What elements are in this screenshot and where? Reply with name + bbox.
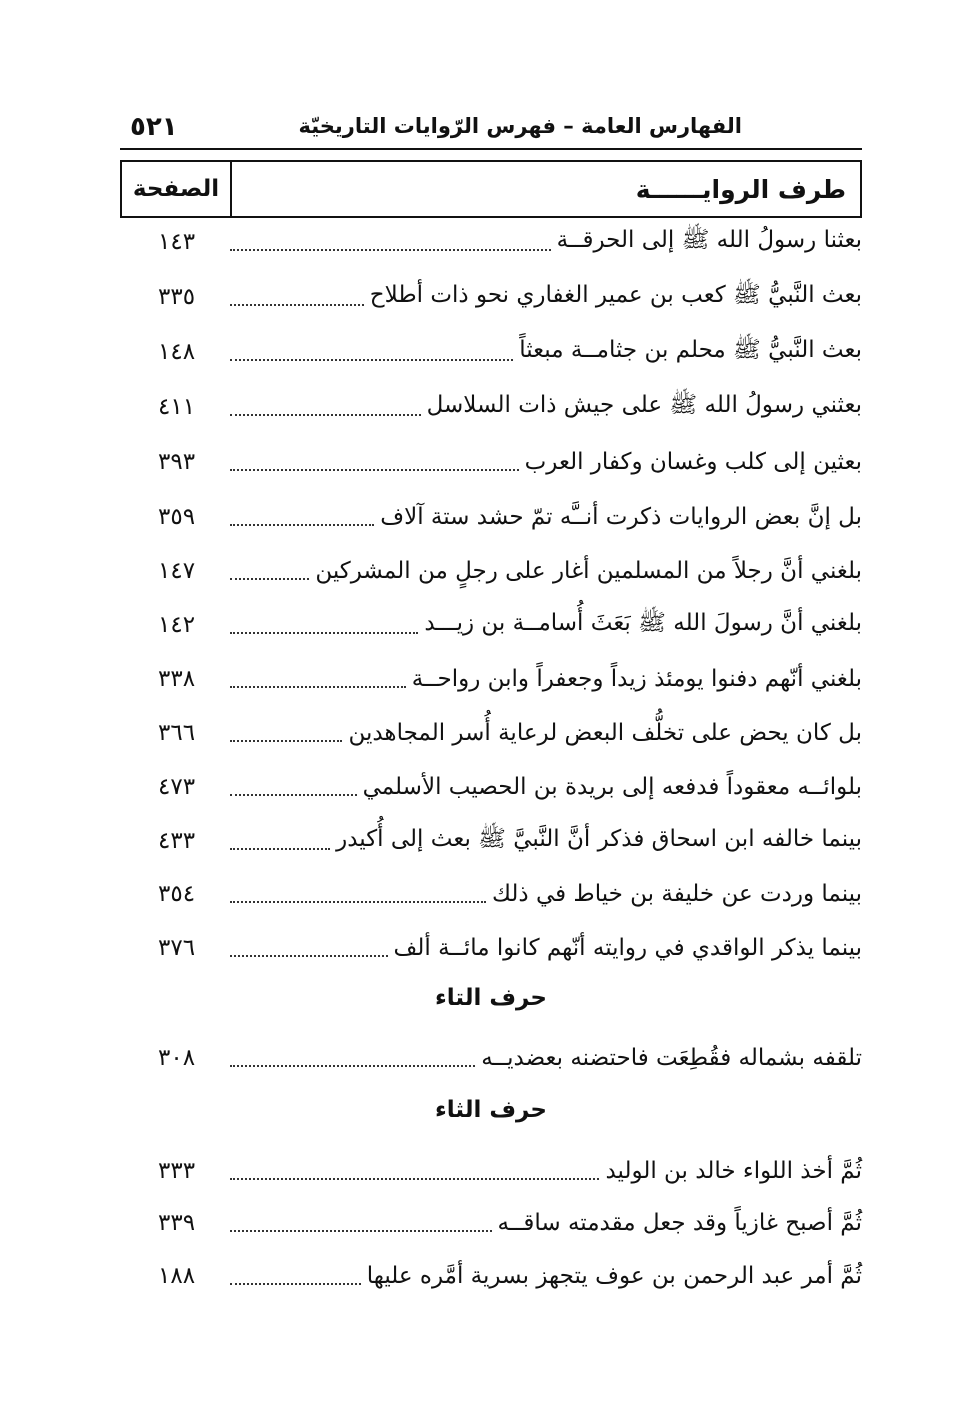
index-row [120, 442, 862, 482]
index-row [120, 659, 862, 699]
index-row [120, 767, 862, 807]
running-title: الفهارس العامة – فهرس الرّوايات التاريخيّة [298, 114, 742, 138]
leader-dots [230, 1178, 599, 1180]
leader-dots [230, 901, 486, 903]
index-row [120, 1256, 862, 1296]
entry-text: ثُمَّ أصبح غازياً وقد جعل مقدمته ساقــه [497, 1210, 862, 1236]
leader-dots [230, 1065, 475, 1067]
entry-page: ١٤٣ [158, 229, 196, 255]
entry-text: بعث النَّبيُّ ﷺ كعب بن عمير الغفاري نحو ذات أطلاح [369, 282, 862, 308]
leader-dots [230, 359, 513, 361]
header-rule [120, 148, 862, 150]
entry-page: ١٤٢ [158, 612, 196, 638]
leader-dots [230, 632, 418, 634]
entry-page: ٤٣٣ [158, 828, 196, 854]
leader-dots [230, 524, 374, 526]
index-row [120, 551, 862, 591]
entry-text: بعثين إلى كلب وغسان وكفار العرب [524, 449, 862, 475]
page-header [120, 112, 862, 150]
entry-page: ٣٣٩ [158, 1210, 196, 1236]
entry-text: بينما يذكر الواقدي في روايته أنّهم كانوا مائــة ألف [393, 935, 862, 961]
index-row [120, 1203, 862, 1243]
entry-page: ٣٥٤ [158, 881, 196, 907]
index-row [120, 497, 862, 537]
entry-text: بلوائــه معقوداً فدفعه إلى بريدة بن الحصيب الأسلمي [362, 774, 862, 800]
leader-dots [230, 740, 342, 742]
entry-text: بينما وردت عن خليفة بن خياط في ذلك [492, 881, 862, 907]
leader-dots [230, 794, 357, 796]
leader-dots [230, 469, 519, 471]
entry-text: بعثني رسولُ الله ﷺ على جيش ذات السلاسل [426, 392, 862, 418]
section-title-tha: حرف الثاء [435, 1097, 547, 1123]
entry-page: ١٨٨ [158, 1263, 196, 1289]
entry-text: بينما خالفه ابن اسحاق فذكر أنَّ النَّبيَّ ﷺ بعث إلى أُكيدر [336, 826, 862, 852]
index-row [120, 821, 862, 861]
leader-dots [230, 686, 406, 688]
entry-page: ١٤٧ [158, 558, 196, 584]
entry-text: ثُمَّ أمر عبد الرحمن بن عوف يتجهز بسرية أمَّره عليها [366, 1263, 862, 1289]
index-row [120, 1151, 862, 1191]
entry-page: ٣٧٦ [158, 935, 196, 961]
page-number: ٥٢١ [130, 112, 178, 142]
entry-text: ثُمَّ أخذ اللواء خالد بن الوليد [605, 1158, 862, 1184]
entry-page: ٣٩٣ [158, 449, 196, 475]
entry-text: بعث النَّبيُّ ﷺ محلم بن جثامــة مبعثاً [519, 337, 862, 363]
entry-page: ٣٣٨ [158, 666, 196, 692]
index-row [120, 713, 862, 753]
entry-text: بلغني أنَّ رسولَ الله ﷺ بَعَثَ أُسامــة بن زيـــد [424, 610, 862, 636]
entry-page: ١٤٨ [158, 339, 196, 365]
index-row [120, 277, 862, 317]
entry-page: ٣٥٩ [158, 504, 196, 530]
entry-text: بل إنَّ بعض الروايات ذكرت أنــَّه تمّ حشد ستة آلاف [380, 504, 862, 530]
entry-page: ٤١١ [158, 394, 196, 420]
leader-dots [230, 1230, 492, 1232]
entry-text: تلقفه بشماله فقُطِعَت فاحتضنه بعضديــه [481, 1045, 862, 1071]
leader-dots [230, 304, 364, 306]
index-row [120, 874, 862, 914]
leader-dots [230, 955, 388, 957]
entry-text: بلغني أنَّ رجلاً من المسلمين أغار على رجلٍ من المشركين [315, 558, 862, 584]
index-row [120, 605, 862, 645]
index-row [120, 1038, 862, 1078]
entry-text: بعثنا رسولُ الله ﷺ إلى الحرقــة [556, 227, 862, 253]
entry-text: بل كان يحض على تخلُّف البعض لرعاية أُسر المجاهدين [348, 720, 862, 746]
entry-page: ٣٠٨ [158, 1045, 196, 1071]
entry-page: ٣٦٦ [158, 720, 196, 746]
entry-page: ٤٧٣ [158, 774, 196, 800]
index-row [120, 928, 862, 968]
entry-page: ٣٣٥ [158, 284, 196, 310]
leader-dots [230, 578, 309, 580]
section-title-ta: حرف التاء [435, 985, 547, 1011]
leader-dots [230, 414, 421, 416]
leader-dots [230, 1283, 361, 1285]
column-header-page: الصفحة [122, 162, 232, 216]
index-row [120, 222, 862, 262]
column-header-entry: طرف الروايــــــة [635, 174, 846, 204]
entry-text: بلغني أنّهم دفنوا يومئذ زيداً وجعفراً وابن رواحــة [411, 666, 862, 692]
column-header-box [120, 160, 862, 218]
leader-dots [230, 848, 330, 850]
leader-dots [230, 249, 551, 251]
entry-page: ٣٣٣ [158, 1158, 196, 1184]
index-row [120, 387, 862, 427]
index-row [120, 332, 862, 372]
